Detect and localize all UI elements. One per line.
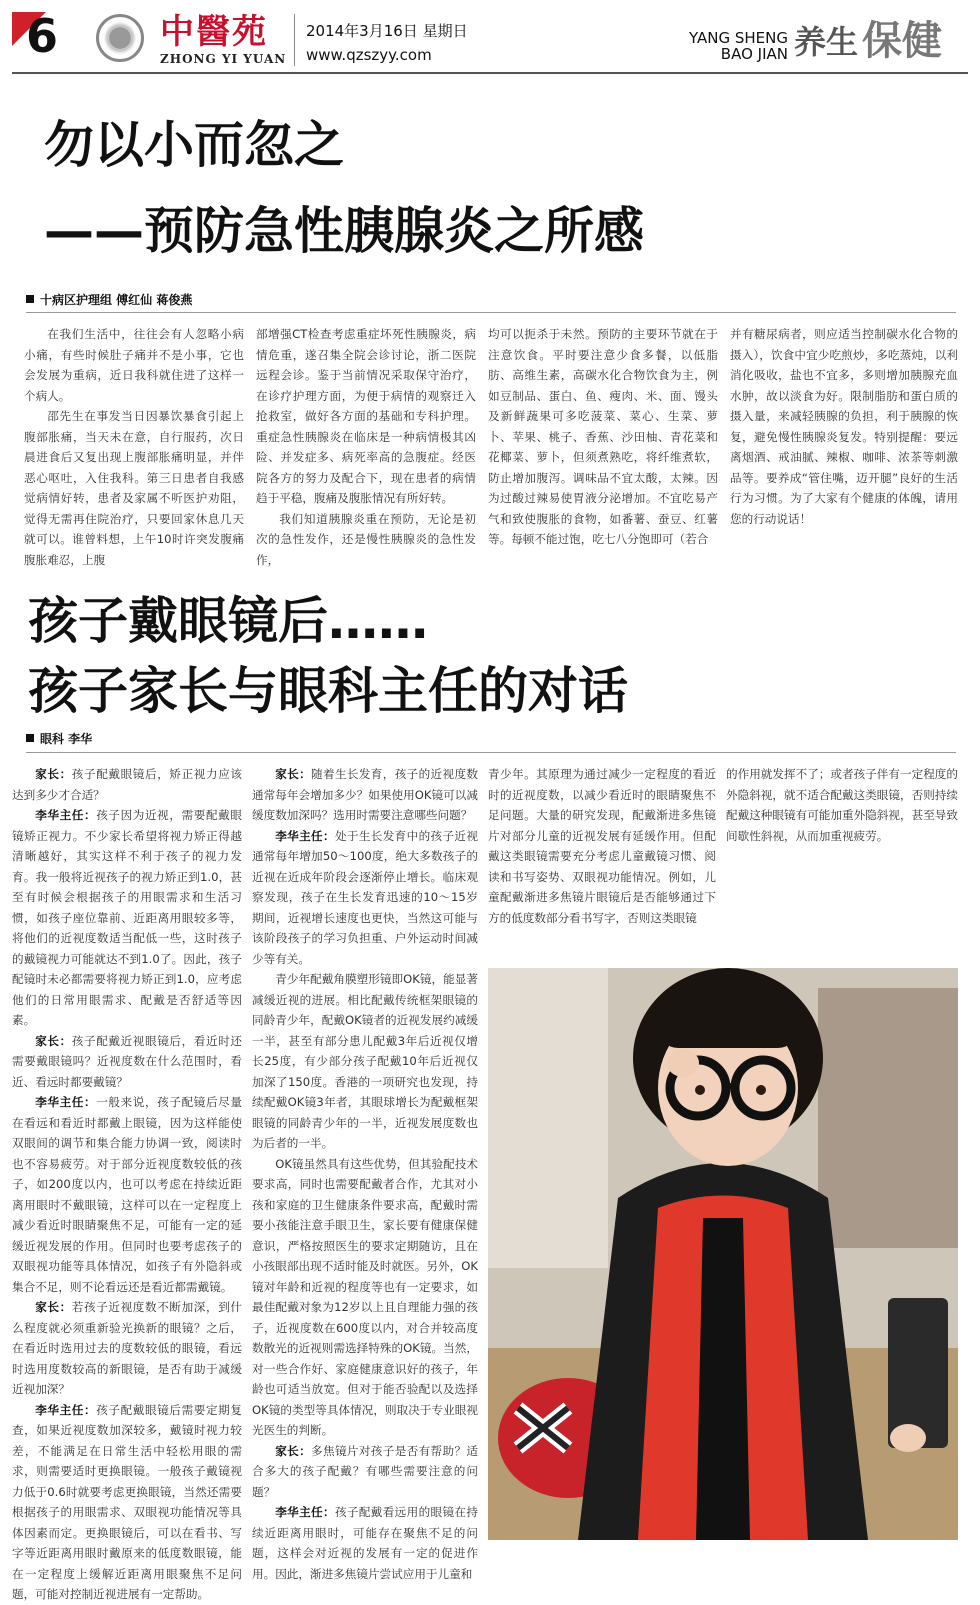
section-english-line2: BAO JIAN <box>720 45 788 63</box>
speaker-label: 李华主任： <box>275 1505 335 1519</box>
dialog-text: 一般来说，孩子配镜后尽量在看远和看近时都戴上眼镜，因为这样能使双眼间的调节和集合能力协调一致，阅读时也不容易疲劳。对于部分近视度数较低的孩子，如200度以内，也可以考虑在持续近距离用眼时不戴眼镜，这样可以在一定程度上减少看近时眼睛聚焦不足，可能有一定的延缓近视发展的作用。但同时也要考虑孩子的双眼视功能等具体情况，如孩子有外隐斜或集合不足，则不论看远还是看近都需戴镜。 <box>12 1095 242 1294</box>
dialog-text: 孩子配戴眼镜后，矫正视力应该达到多少才合适？ <box>12 767 242 802</box>
article2-column-4 <box>726 764 958 846</box>
hospital-logo-emblem <box>109 27 131 49</box>
article1-title-line2: ——预防急性胰腺炎之所感 <box>44 202 644 260</box>
child-with-glasses-photo <box>488 968 958 1540</box>
speaker-label: 家长： <box>275 1443 312 1458</box>
article1-paragraph: 部增强CT检查考虑重症坏死性胰腺炎，病情危重，遂召集全院会诊讨论，浙二医院远程会诊。鉴于当前情况采取保守治疗，在诊疗护理方面，为便于病情的观察迁入抢救室，做好各方面的基础和专科护理。重症急性胰腺炎在临床是一种病情极其凶险、并发症多、病死率高的急腹症。经医院各方的努力及配合下，现在患者的病情趋于平稳，腹痛及腹胀情况有所好转。 <box>256 327 476 505</box>
speaker-label: 家长： <box>35 1033 72 1048</box>
speaker-label: 家长： <box>35 767 72 781</box>
dialog-text: 若孩子近视度数不断加深，到什么程度就必须重新验光换新的眼镜？之后，在看近时选用过去的度数较低的眼镜，看远时选用度数较高的新眼镜，是否有助于减缓近视加深？ <box>12 1300 242 1396</box>
article1-column-2 <box>256 324 476 570</box>
article2-byline <box>26 731 92 747</box>
dialog-paragraph <box>252 1441 478 1503</box>
speaker-label: 家长： <box>35 1300 72 1314</box>
article1-paragraph: 在我们生活中，往往会有人忽略小病小痛，有些时候肚子痛并不是小事，它也会发展为重病，近日我科就住进了这样一个病人。 <box>24 327 244 403</box>
speaker-label: 李华主任： <box>35 1095 97 1109</box>
article2-title-line1: 孩子戴眼镜后…… <box>28 592 428 650</box>
article2-column-3 <box>488 764 716 928</box>
article1-paragraph: 并有糖尿病者，则应适当控制碳水化合物的摄入），饮食中宜少吃煎炒，多吃蒸炖，以利消化吸收，盐也不宜多，多则增加胰腺充血水肿，故以淡食为好。限制脂肪和蛋白质的摄入量，来减轻胰腺的负担，利于胰腺的恢复，避免慢性胰腺炎复发。特别提醒：要远离烟酒、戒油腻、辣椒、咖啡、浓茶等刺激品等。要养成“管住嘴，迈开腿”良好的生活行为习惯。为了大家有个健康的体魄，请用您的行动说话！ <box>730 327 958 526</box>
article1-column-3 <box>488 324 718 550</box>
speaker-label: 李华主任： <box>35 1402 97 1417</box>
page-number: 6 <box>26 9 59 63</box>
dialog-paragraph <box>252 1154 478 1441</box>
dialog-text: 青少年配戴角膜塑形镜即OK镜，能显著减缓近视的进展。相比配戴传统框架眼镜的同龄青少年，配戴OK镜者的近视发展约减缓一半，甚至有部分患儿配戴3年后近视仅增长25度，有少部分孩子配戴10年后近视仅加深了150度。香港的一项研究也发现，持续配戴OK镜3年者，其眼球增长为配戴框架眼镜的同龄青少年的一半，近视发展度数也为后者的一半。 <box>252 972 478 1150</box>
article1-paragraph: 邵先生在事发当日因暴饮暴食引起上腹部胀痛，当天未在意，自行服药，次日晨进食后又复出现上腹部胀痛明显，并伴恶心呕吐，入住我科。第三日患者自我感觉病情好转，患者及家属不听医护劝阻，觉得无需再住院治疗，只要回家休息几天就可以。谁曾料想，上午10时许突发腹痛腹胀难忍，上腹 <box>24 409 244 567</box>
article1-column-4 <box>730 324 958 529</box>
speaker-label: 家长： <box>275 767 312 781</box>
article2-paragraph: 的作用就发挥不了；或者孩子伴有一定程度的外隐斜视，就不适合配戴这类眼镜，否则持续配戴这种眼镜有可能加重外隐斜视，甚至导致间歇性斜视，从而加重视疲劳。 <box>726 767 958 843</box>
article1-paragraph: 我们知道胰腺炎重在预防，无论是初次的急性发作，还是慢性胰腺炎的急性发作， <box>256 511 476 567</box>
dialog-text: OK镜虽然具有这些优势，但其验配技术要求高，同时也需要配戴者合作，尤其对小孩和家庭的卫生健康条件要求高，配戴时需要小孩能注意手眼卫生，家长要有健康保健意识，严格按照医生的要求定期随访，且在小孩眼部出现不适时能及时就医。另外，OK镜对年龄和近视的程度等也有一定要求，如最佳配戴对象为12岁以上且自理能力强的孩子，近视度数在600度以内，对合并较高度数散光的近视则需选择特殊的OK镜。当然，对一些合作好、家庭健康意识好的孩子，年龄也可适当放宽。但对于能否验配以及选择OK镜的类型等具体情况，则取决于专业眼视光医生的判断。 <box>252 1156 478 1437</box>
article1-paragraph: 均可以扼杀于未然。预防的主要环节就在于注意饮食。平时要注意少食多餐，以低脂肪、高维生素，高碳水化合物饮食为主，例如豆制品、蛋白、鱼、瘦肉、米、面、馒头及新鲜蔬果可多吃菠菜、菜心、生菜、萝卜、苹果、桃子、香蕉、沙田柚、青花菜和花椰菜、萝卜，但须煮熟吃，将纤维煮软，防止增加腹泻。调味品不宜太酸，太辣。因为过酸过辣易使胃液分泌增加。不宜吃易产气和致使腹胀的食物，如番薯、蚕豆、红薯等。每顿不能过饱，吃七八分饱即可（若合 <box>488 327 718 546</box>
dialog-text: 孩子配戴看远用的眼镜在持续近距离用眼时，可能存在聚焦不足的问题，这样会对近视的发展有一定的促进作用。因此，渐进多焦镜片尝试应用于儿童和 <box>252 1505 478 1581</box>
dialog-paragraph <box>12 1297 242 1400</box>
article1-column-1 <box>24 324 244 570</box>
dialog-paragraph <box>12 805 242 1031</box>
dialog-text: 孩子配戴近视眼镜后，看近时还需要戴眼镜吗？近视度数在什么范围时，看近、看远时都要戴镜？ <box>12 1033 242 1089</box>
article2-column-1 <box>12 764 242 1605</box>
dialog-paragraph <box>252 826 478 970</box>
article1-title-line1: 勿以小而忽之 <box>44 116 344 174</box>
speaker-label: 李华主任： <box>35 808 97 822</box>
dialog-text: 多焦镜片对孩子是否有帮助？适合多大的孩子配戴？有哪些需要注意的问题？ <box>252 1443 478 1499</box>
dialog-paragraph <box>252 969 478 1154</box>
article1-byline <box>26 292 192 308</box>
section-english-line1: YANG SHENG <box>689 29 788 47</box>
header-rule <box>12 72 968 74</box>
article1-divider <box>26 312 956 313</box>
dialog-paragraph <box>12 1400 242 1605</box>
section-title-part2: 保健 <box>862 18 942 64</box>
article2-title-line2: 孩子家长与眼科主任的对话 <box>28 662 628 720</box>
speaker-label: 李华主任： <box>275 828 335 843</box>
byline-square-icon <box>26 734 34 742</box>
dialog-paragraph <box>12 764 242 805</box>
byline-square-icon <box>26 295 34 303</box>
dialog-text: 孩子因为近视，需要配戴眼镜矫正视力。不少家长希望将视力矫正得越清晰越好，其实这样不利于孩子的视力发育。我一般将近视孩子的视力矫正到1.0，甚至有时候会根据孩子的用眼需求和生活习惯，如孩子座位靠前、近距离用眼较多等，将他们的近视度数适当配低一些，这时孩子的戴镜视力可能就达不到1.0了。因此，孩子配镜时未必都需要将视力矫正到1.0，应考虑他们的日常用眼需求、配戴是否舒适等因素。 <box>12 808 242 1027</box>
issue-date: 2014年3月16日 星期日 <box>306 22 468 40</box>
header-divider <box>294 14 295 66</box>
dialog-text: 孩子配戴眼镜后需要定期复查，如果近视度数加深较多，戴镜时视力较差，不能满足在日常生活中轻松用眼的需求，则需要适时更换眼镜。一般孩子戴镜视力低于0.6时就要考虑更换眼镜，当然还需要根据孩子的用眼需求、双眼视功能情况等具体因素而定。更换眼镜后，可以在看书、写字等近距离用眼时戴原来的低度数眼镜，能在一定程度上缓解近距离用眼聚焦不足问题，可能对控制近视进展有一定帮助。 <box>12 1402 242 1601</box>
article2-divider <box>26 752 956 753</box>
photo-illustration <box>488 968 958 1540</box>
dialog-paragraph <box>12 1031 242 1093</box>
website-url[interactable]: www.qzszyy.com <box>306 46 432 64</box>
masthead-brand: 中醫苑 <box>160 12 268 52</box>
article2-paragraph: 青少年。其原理为通过减少一定程度的看近时的近视度数，以减少看近时的眼睛聚焦不足问题。大量的研究发现，配戴渐进多焦镜片对部分儿童的近视发展有延缓作用。但配戴这类眼镜需要充分考虑儿童戴镜习惯、阅读和书写姿势、双眼视功能情况。例如，儿童配戴渐进多焦镜片眼镜后是否能够通过下方的低度数部分看书写字，否则这类眼镜 <box>488 767 716 925</box>
article1-byline-text: 十病区护理组 傅红仙 蒋俊燕 <box>40 293 193 307</box>
dialog-text: 处于生长发育中的孩子近视通常每年增加50～100度，绝大多数孩子的近视在近成年阶段会逐渐停止增长。临床观察发现，孩子在生长发育迅速的10～15岁期间，近视增长速度也更快，当然这可能与该阶段孩子的学习负担重、户外运动时间减少等有关。 <box>252 828 478 966</box>
article2-column-2 <box>252 764 478 1584</box>
dialog-paragraph <box>252 764 478 826</box>
dialog-paragraph <box>12 1092 242 1297</box>
dialog-text: 随着生长发育，孩子的近视度数通常每年会增加多少？如果使用OK镜可以减缓度数加深吗？选用时需要注意哪些问题？ <box>252 767 478 822</box>
article2-byline-text: 眼科 李华 <box>40 732 93 746</box>
dialog-paragraph <box>252 1502 478 1584</box>
section-title-part1: 养生 <box>794 23 859 61</box>
masthead-brand-pinyin: ZHONG YI YUAN <box>160 52 287 66</box>
